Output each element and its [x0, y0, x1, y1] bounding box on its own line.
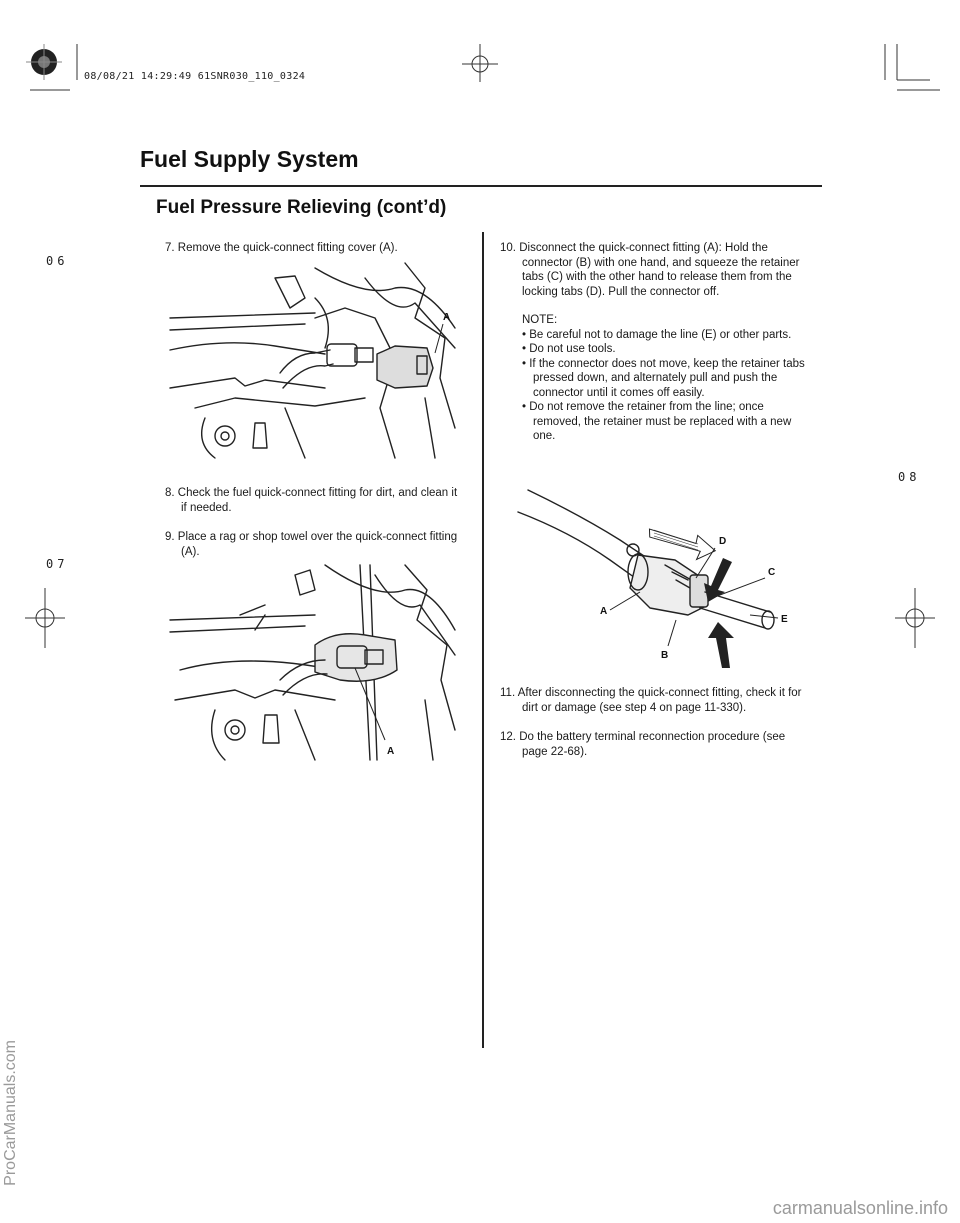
title-rule [140, 185, 822, 187]
step-12: 12. Do the battery terminal reconnection procedure (see page 22-68). [500, 731, 786, 758]
left-registration-mark [0, 580, 70, 660]
figure3-label-a: A [600, 606, 608, 617]
figure3-label-c: C [768, 567, 776, 578]
step-7: 7. Remove the quick-connect fitting cover (A). [165, 242, 398, 254]
note-item: • Do not remove the retainer from the line; once removed, the retainer must be replaced with a new one. [522, 401, 792, 442]
figure1-label-a: A [443, 312, 451, 323]
step-9: 9. Place a rag or shop towel over the quick-connect fitting (A). [165, 531, 458, 558]
step-8: 8. Check the fuel quick-connect fitting for dirt, and clean it if needed. [165, 487, 458, 514]
section-title: Fuel Pressure Relieving (cont’d) [156, 197, 447, 218]
top-registration-marks [0, 0, 960, 120]
page-code-left-bottom: 07 [46, 557, 69, 571]
step-11: 11. After disconnecting the quick-connect fitting, check it for dirt or damage (see step 4 on page 11-330). [500, 687, 802, 714]
figure3-label-b: B [661, 650, 669, 661]
note-label: NOTE: [522, 314, 558, 326]
footer-watermark[interactable]: carmanualsonline.info [772, 1198, 948, 1218]
figure-disconnect-fitting [500, 480, 810, 670]
step-10: 10. Disconnect the quick-connect fitting (A): Hold the connector (B) with one hand, and squeeze the retainer tabs (C) with the other hand to release them from the locking tabs (D). Pull the connector off. NOTE: • Be careful not to damage the line (E) or other parts. • Do not use tools. • If the connector does not move, keep the retainer tabs pressed down, and alternately pull and push the connector until it comes off easily. • Do not remove the retainer from the line; once removed, the retainer must be replaced with a new one. [500, 241, 810, 444]
print-stamp: 08/08/21 14:29:49 61SNR030_110_0324 [84, 71, 306, 82]
page-code-right: 08 [898, 470, 921, 484]
squeeze-arrow-bottom-icon [708, 622, 734, 668]
note-item: • Do not use tools. [522, 343, 616, 355]
figure3-label-e: E [781, 614, 788, 625]
column-divider [482, 232, 484, 1048]
right-registration-mark [880, 580, 950, 660]
registration-target-icon [26, 44, 62, 80]
page-title: Fuel Supply System [140, 146, 359, 172]
figure2-label-a: A [387, 746, 395, 757]
note-item: • If the connector does not move, keep the retainer tabs pressed down, and alternately pull and push the connector until it comes off easily. [522, 357, 805, 399]
figure-cover-removal [165, 258, 465, 463]
figure3-label-d: D [719, 536, 727, 547]
figure-rag-over-fitting [165, 560, 465, 765]
note-item: • Be careful not to damage the line (E) or other parts. [522, 328, 792, 341]
page-code-left-top: 06 [46, 254, 69, 268]
side-watermark[interactable]: ProCarManuals.com [2, 1040, 19, 1186]
